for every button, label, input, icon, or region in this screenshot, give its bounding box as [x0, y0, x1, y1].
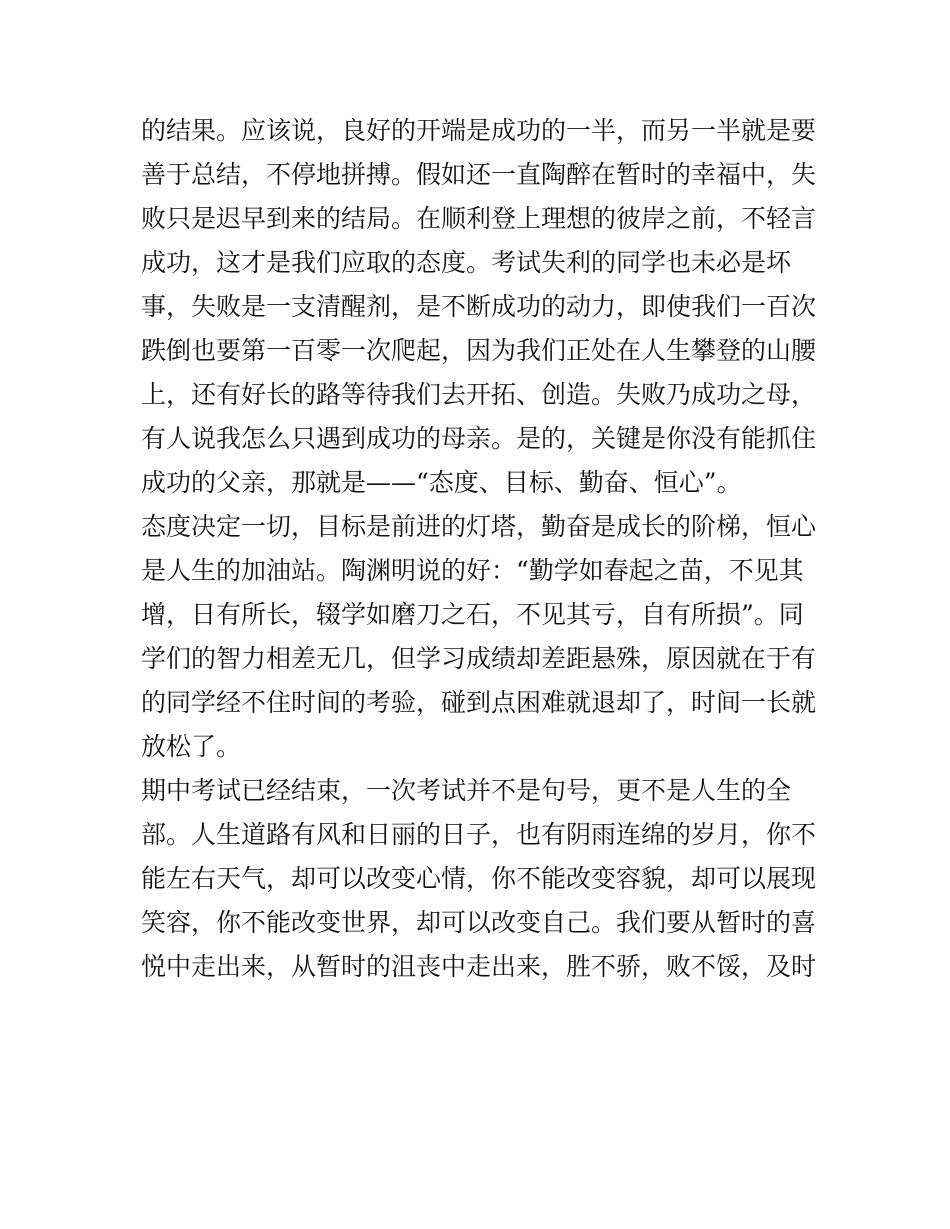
text-line: 成功的父亲，那就是——“态度、目标、勤奋、恒心”。: [141, 468, 742, 497]
text-line: 部。人生道路有风和日丽的日子，也有阴雨连绵的岁月，你不: [141, 820, 817, 849]
text-line: 的结果。应该说，良好的开端是成功的一半，而另一半就是要: [141, 116, 817, 145]
text-line: 上，还有好长的路等待我们去开拓、创造。失败乃成功之母，: [141, 380, 817, 409]
text-line: 有人说我怎么只遇到成功的母亲。是的，关键是你没有能抓住: [141, 424, 817, 453]
text-line: 是人生的加油站。陶渊明说的好：“勤学如春起之苗，不见其: [141, 556, 804, 585]
text-line: 笑容，你不能改变世界，却可以改变自己。我们要从暂时的喜: [141, 908, 817, 937]
text-line: 期中考试已经结束，一次考试并不是句号，更不是人生的全: [141, 776, 792, 805]
text-line: 能左右天气，却可以改变心情，你不能改变容貌，却可以展现: [141, 864, 817, 893]
text-line: 事，失败是一支清醒剂，是不断成功的动力，即使我们一百次: [141, 292, 817, 321]
text-line: 的同学经不住时间的考验，碰到点困难就退却了，时间一长就: [141, 688, 817, 717]
text-line: 增，日有所长，辍学如磨刀之石，不见其亏，自有所损”。同: [141, 600, 804, 629]
text-line: 态度决定一切，目标是前进的灯塔，勤奋是成长的阶梯，恒心: [141, 512, 817, 541]
text-line: 跌倒也要第一百零一次爬起，因为我们正处在人生攀登的山腰: [141, 336, 817, 365]
text-line: 成功，这才是我们应取的态度。考试失利的同学也未必是坏: [141, 248, 792, 277]
text-line: 学们的智力相差无几，但学习成绩却差距悬殊，原因就在于有: [141, 644, 817, 673]
text-line: 放松了。: [141, 732, 242, 761]
text-line: 善于总结，不停地拼搏。假如还一直陶醉在暂时的幸福中，失: [141, 160, 817, 189]
text-line: 悦中走出来，从暂时的沮丧中走出来，胜不骄，败不馁，及时: [141, 952, 817, 981]
text-line: 败只是迟早到来的结局。在顺利登上理想的彼岸之前，不轻言: [141, 204, 817, 233]
body-text: [141, 109, 821, 989]
